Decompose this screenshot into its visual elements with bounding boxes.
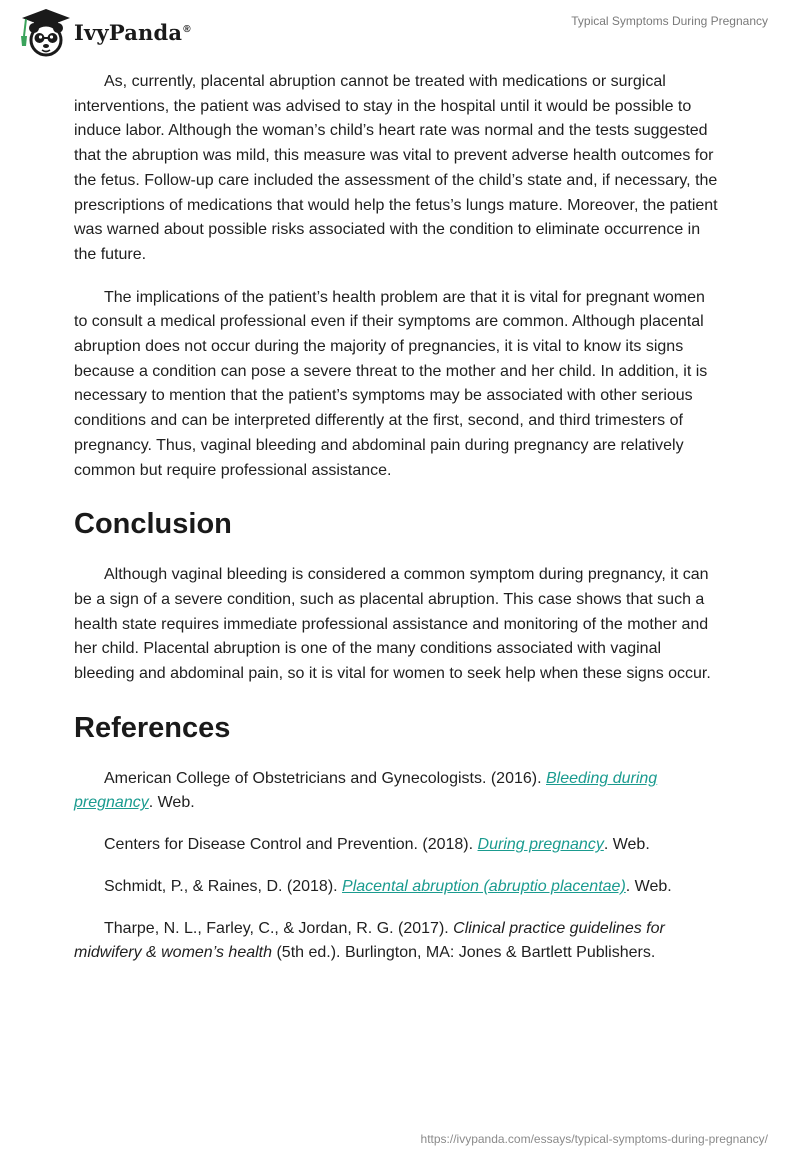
brand-logo[interactable]	[14, 6, 191, 58]
reference-item: Centers for Disease Control and Prevention. (2018). During pregnancy. Web.	[104, 836, 650, 854]
reference-item: Tharpe, N. L., Farley, C., & Jordan, R. G. (2017). Clinical practice guidelines for midwifery & women’s health (5th ed.). Burlington, MA: Jones & Bartlett Publishers.	[74, 919, 665, 962]
reference-link[interactable]: Placental abruption (abruptio placentae)	[342, 877, 626, 895]
reference-book-title: Clinical practice guidelines for midwifery & women’s health	[74, 919, 665, 962]
reference-link[interactable]: During pregnancy	[477, 836, 604, 854]
conclusion-heading: Conclusion	[74, 508, 232, 541]
document-title: Typical Symptoms During Pregnancy	[571, 14, 768, 28]
body-paragraph: The implications of the patient’s health problem are that it is vital for pregnant women to consult a medical professional even if their symptoms are common. Although placental abruption does not occur during the majority of pregnancies, it is vital to know its signs because a condition can pose a severe threat to the mother and her child. In addition, it is necessary to mention that the patient’s symptoms may be associated with other serious conditions and can be interpreted differently at the first, second, and third trimesters of pregnancy. Thus, vaginal bleeding and abdominal pain during pregnancy are relatively common but require professional assistance.	[74, 288, 708, 479]
body-paragraph: As, currently, placental abruption cannot be treated with medications or surgical interventions, the patient was advised to stay in the hospital until it would be possible to induce labor. Although the woman’s child’s heart rate was normal and the tests suggested that the abruption was mild, this measure was vital to prevent adverse health outcomes for the fetus. Follow-up care included the assessment of the child’s state and, if necessary, the prescriptions of medications that would help the fetus’s lungs mature. Moreover, the patient was warned about possible risks associated with the condition to eliminate occurrence in the future.	[74, 73, 718, 263]
reference-link[interactable]: Bleeding during pregnancy	[74, 769, 658, 812]
essay-content	[74, 70, 722, 983]
conclusion-paragraph: Although vaginal bleeding is considered a common symptom during pregnancy, it can be a sign of a severe condition, such as placental abruption. This case shows that such a health state requires immediate professional assistance and monitoring of the mother and her child. Placental abruption is one of the many conditions associated with vaginal bleeding and abdominal pain, so it is vital for women to seek help when these signs occur.	[74, 566, 711, 683]
brand-name: IvyPanda®	[74, 19, 191, 45]
footer-url[interactable]: https://ivypanda.com/essays/typical-symptoms-during-pregnancy/	[420, 1132, 768, 1146]
page-header	[0, 0, 800, 60]
reference-item: Schmidt, P., & Raines, D. (2018). Placental abruption (abruptio placentae). Web.	[104, 877, 672, 895]
references-heading: References	[74, 711, 231, 744]
panda-graduate-icon	[14, 6, 72, 58]
reference-item: American College of Obstetricians and Gynecologists. (2016). Bleeding during pregnancy. Web.	[74, 769, 658, 812]
